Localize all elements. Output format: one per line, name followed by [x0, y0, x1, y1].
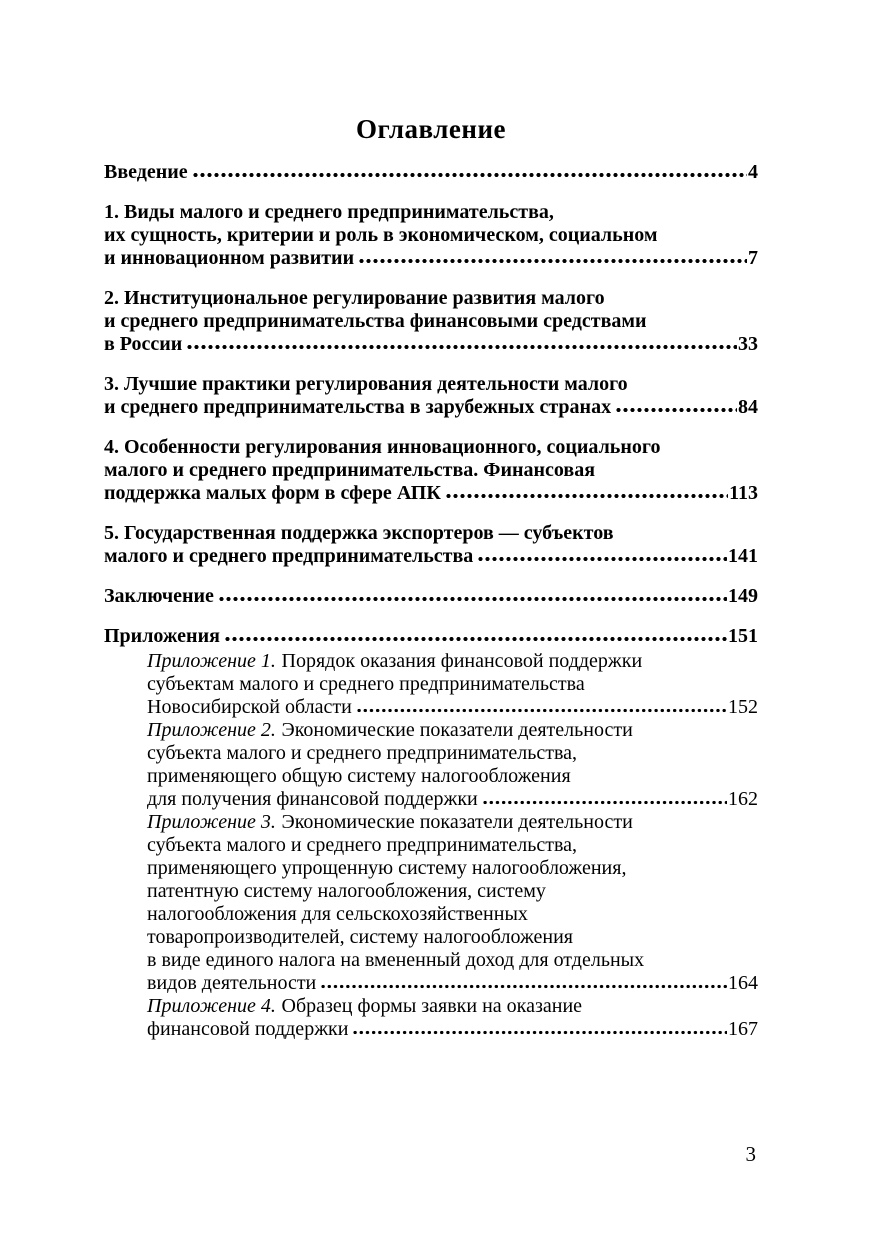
- toc-page-number: 151: [728, 625, 758, 647]
- toc-entry-line: [147, 811, 758, 834]
- toc-entry-text: Порядок оказания финансовой поддержки: [281, 650, 643, 672]
- toc-page-number: 33: [738, 333, 758, 355]
- toc-appendix-entry-3: [104, 811, 758, 995]
- toc-entry-line: применяющего общую систему налогообложения: [147, 765, 571, 787]
- toc-entry-line: субъекта малого и среднего предпринимательства,: [147, 834, 578, 856]
- toc-entry-text: видов деятельности: [147, 972, 317, 994]
- toc-entry-chapter-4: [104, 436, 758, 505]
- toc-entry-appendices: [104, 625, 758, 648]
- toc-appendix-list: [104, 650, 758, 1041]
- dot-leader: [356, 708, 727, 713]
- toc-entry-pagerow: [104, 247, 758, 270]
- toc-appendix-entry-4: [104, 995, 758, 1041]
- toc-entry-pagerow: [104, 585, 758, 608]
- toc-page-number: 164: [728, 972, 758, 994]
- toc-entry-text: малого и среднего предпринимательства: [104, 545, 474, 567]
- page-number: 3: [745, 1142, 756, 1166]
- toc-entry-line: 2. Институциональное регулирование развития малого: [104, 287, 605, 309]
- toc-entry-chapter-2: [104, 287, 758, 356]
- dot-leader: [615, 407, 737, 413]
- toc-entry-chapter-5: [104, 522, 758, 568]
- toc-entry-text: поддержка малых форм в сфере АПК: [104, 482, 441, 504]
- dot-leader: [358, 258, 747, 264]
- appendix-label: Приложение 1.: [147, 650, 276, 672]
- toc-page-number: 141: [728, 545, 758, 567]
- toc-page-number: 4: [748, 161, 758, 183]
- toc-entry-line: 1. Виды малого и среднего предпринимательства,: [104, 201, 554, 223]
- toc-entry-pagerow: [147, 696, 758, 719]
- toc-entry-text: в России: [104, 333, 183, 355]
- toc-entry-line: и среднего предпринимательства финансовыми средствами: [104, 310, 647, 332]
- toc-entry-line: [147, 650, 758, 673]
- toc-entry-pagerow: [104, 545, 758, 568]
- appendix-label: Приложение 2.: [147, 719, 276, 741]
- toc-entry-text: для получения финансовой поддержки: [147, 788, 478, 810]
- dot-leader: [352, 1030, 727, 1035]
- toc-entry-text: Приложения: [104, 625, 220, 647]
- toc: [104, 114, 758, 1041]
- toc-entry-line: в виде единого налога на вмененный доход для отдельных: [147, 949, 645, 971]
- toc-entry-line: 3. Лучшие практики регулирования деятельности малого: [104, 373, 628, 395]
- toc-page-number: 167: [728, 1018, 758, 1040]
- appendix-label: Приложение 4.: [147, 995, 276, 1017]
- toc-entry-line: субъекта малого и среднего предпринимательства,: [147, 742, 578, 764]
- dot-leader: [186, 344, 737, 350]
- toc-entry-line: товаропроизводителей, систему налогообложения: [147, 926, 573, 948]
- toc-entry-line: их сущность, критерии и роль в экономическом, социальном: [104, 224, 658, 246]
- dot-leader: [482, 800, 727, 805]
- toc-entry-text: финансовой поддержки: [147, 1018, 349, 1040]
- toc-entry-text: и инновационном развитии: [104, 247, 355, 269]
- toc-entry-text: Экономические показатели деятельности: [281, 719, 633, 741]
- toc-entry-text: Образец формы заявки на оказание: [281, 995, 583, 1017]
- toc-entry-text: Экономические показатели деятельности: [281, 811, 633, 833]
- toc-entry-pagerow: [104, 625, 758, 648]
- toc-page-number: 162: [728, 788, 758, 810]
- toc-page-number: 152: [728, 696, 758, 718]
- toc-entry-pagerow: [147, 972, 758, 995]
- toc-entry-line: 4. Особенности регулирования инновационного, социального: [104, 436, 661, 458]
- toc-page-number: 84: [738, 396, 758, 418]
- toc-entry-line: 5. Государственная поддержка экспортеров — субъектов: [104, 522, 614, 544]
- toc-entry-pagerow: [147, 1018, 758, 1041]
- toc-entry-text: и среднего предпринимательства в зарубежных странах: [104, 396, 612, 418]
- toc-entry-text: Новосибирской области: [147, 696, 352, 718]
- toc-appendix-entry-1: [104, 650, 758, 719]
- toc-entry-chapter-1: [104, 201, 758, 270]
- toc-entry-line: применяющего упрощенную систему налогообложения,: [147, 857, 627, 879]
- toc-appendix-entry-2: [104, 719, 758, 811]
- dot-leader: [477, 556, 727, 562]
- toc-page-number: 113: [729, 482, 758, 504]
- toc-entry-line: налогообложения для сельскохозяйственных: [147, 903, 528, 925]
- page-title: Оглавление: [356, 114, 506, 144]
- toc-entry-text: Введение: [104, 161, 188, 183]
- toc-entry-introduction: [104, 161, 758, 184]
- toc-entry-line: [147, 719, 758, 742]
- toc-entry-text: Заключение: [104, 585, 214, 607]
- dot-leader: [445, 493, 728, 499]
- dot-leader: [192, 172, 747, 178]
- toc-entry-line: [147, 995, 758, 1018]
- toc-entry-pagerow: [104, 482, 758, 505]
- toc-page-number: 149: [728, 585, 758, 607]
- dot-leader: [218, 596, 727, 602]
- toc-entry-pagerow: [104, 396, 758, 419]
- appendix-label: Приложение 3.: [147, 811, 276, 833]
- dot-leader: [224, 636, 727, 642]
- toc-entry-pagerow: [104, 161, 758, 184]
- toc-entry-line: субъектам малого и среднего предпринимательства: [147, 673, 585, 695]
- toc-entry-chapter-3: [104, 373, 758, 419]
- dot-leader: [320, 984, 727, 989]
- toc-entry-line: малого и среднего предпринимательства. Финансовая: [104, 459, 596, 481]
- toc-entry-pagerow: [104, 333, 758, 356]
- toc-entry-line: патентную систему налогообложения, систему: [147, 880, 546, 902]
- toc-entry-pagerow: [147, 788, 758, 811]
- toc-entry-conclusion: [104, 585, 758, 608]
- toc-page-number: 7: [748, 247, 758, 269]
